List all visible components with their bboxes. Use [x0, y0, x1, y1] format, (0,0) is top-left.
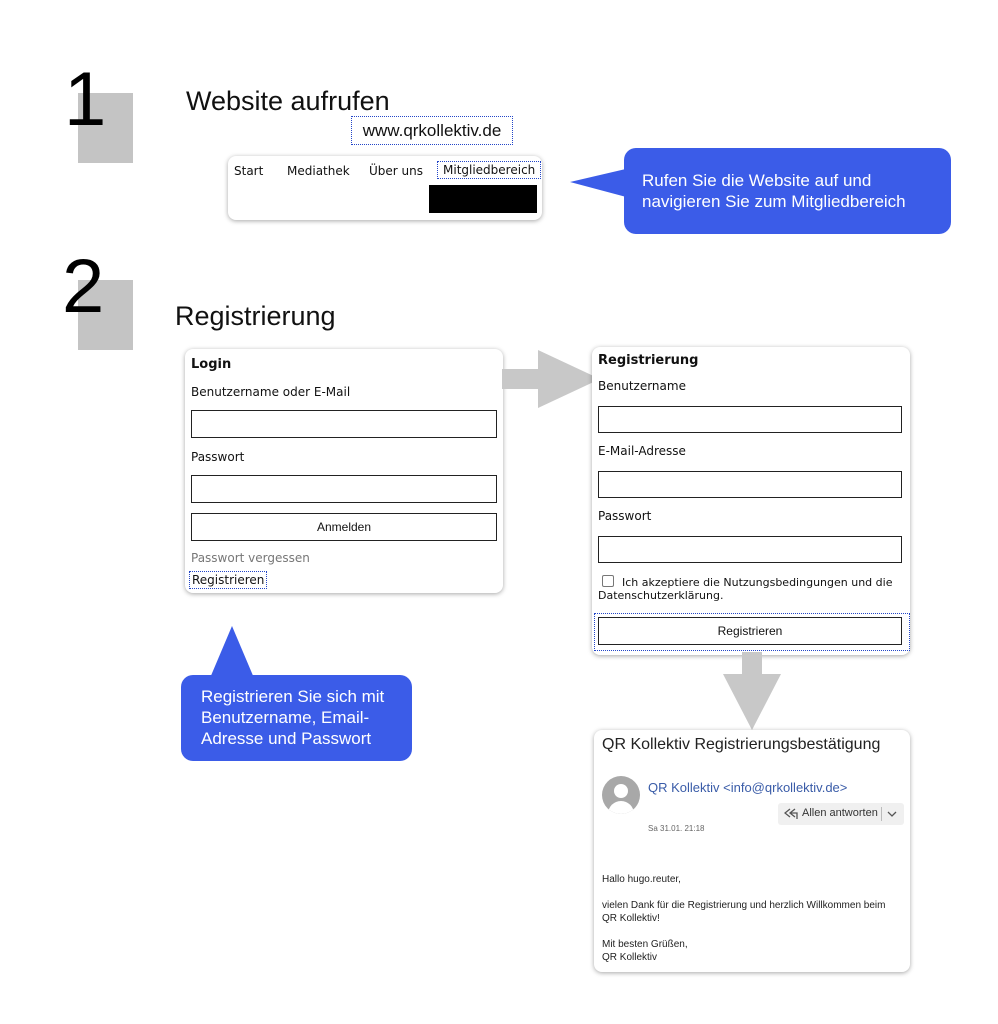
nav-start[interactable]: Start	[234, 164, 264, 178]
email-date: Sa 31.01. 21:18	[648, 824, 705, 833]
avatar-head-icon	[614, 784, 628, 798]
login-card	[185, 349, 503, 593]
email-sender[interactable]: QR Kollektiv <info@qrkollektiv.de>	[648, 780, 848, 795]
email-closing2: QR Kollektiv	[602, 952, 658, 963]
reply-all-label: Allen antworten	[802, 807, 878, 819]
sender-avatar	[602, 776, 640, 814]
website-nav-card	[228, 156, 542, 220]
url-text: www.qrkollektiv.de	[362, 121, 502, 140]
avatar-body-icon	[608, 801, 634, 814]
email-card	[594, 730, 910, 972]
step2-title: Registrierung	[175, 301, 336, 331]
register-user-label: Benutzername	[598, 379, 686, 393]
email-body-line2: QR Kollektiv!	[602, 913, 660, 924]
step2-number: 2	[62, 244, 105, 329]
register-user-input[interactable]	[598, 406, 902, 433]
reply-all-icon	[784, 808, 798, 820]
bubble2-pointer	[210, 626, 254, 678]
register-password-label: Passwort	[598, 509, 652, 523]
arrow-right	[502, 350, 600, 408]
url-box[interactable]	[351, 116, 513, 145]
bubble1-line1: Rufen Sie die Website auf und	[642, 171, 872, 190]
submenu-block	[429, 185, 537, 213]
reply-divider	[881, 807, 882, 821]
email-closing1: Mit besten Grüßen,	[602, 939, 688, 950]
register-email-input[interactable]	[598, 471, 902, 498]
email-greeting: Hallo hugo.reuter,	[602, 874, 681, 885]
forgot-password-link[interactable]: Passwort vergessen	[191, 551, 310, 565]
bubble-step1	[624, 148, 951, 234]
nav-ueber-uns[interactable]: Über uns	[369, 164, 423, 178]
email-subject: QR Kollektiv Registrierungsbestätigung	[602, 736, 881, 753]
login-user-label: Benutzername oder E-Mail	[191, 385, 351, 399]
bubble-step2	[181, 675, 412, 761]
terms-checkbox[interactable]	[602, 575, 614, 587]
bubble2-line2: Benutzername, Email-	[201, 708, 370, 727]
register-password-input[interactable]	[598, 536, 902, 563]
terms-line1: Ich akzeptiere die Nutzungsbedingungen und die	[622, 576, 893, 589]
bubble1-pointer	[570, 168, 630, 198]
nav-mediathek[interactable]: Mediathek	[287, 164, 350, 178]
bubble2-line1: Registrieren Sie sich mit	[201, 687, 385, 706]
email-body-line1: vielen Dank für die Registrierung und herzlich Willkommen beim	[602, 900, 886, 911]
bubble2-line3: Adresse und Passwort	[201, 729, 372, 748]
register-link[interactable]: Registrieren	[189, 571, 267, 589]
login-password-label: Passwort	[191, 450, 245, 464]
arrow-down	[723, 652, 781, 730]
login-submit-button[interactable]: Anmelden	[191, 513, 497, 541]
login-password-input[interactable]	[191, 475, 497, 503]
step1-number: 1	[64, 57, 107, 142]
login-user-input[interactable]	[191, 410, 497, 438]
login-heading: Login	[191, 357, 232, 372]
step1-title: Website aufrufen	[186, 86, 390, 116]
bubble1-line2: navigieren Sie zum Mitgliedbereich	[642, 192, 906, 211]
terms-line2: Datenschutzerklärung.	[598, 589, 724, 602]
reply-all-button[interactable]	[778, 803, 904, 825]
registration-card	[592, 347, 910, 655]
register-email-label: E-Mail-Adresse	[598, 444, 686, 458]
nav-mitgliedbereich[interactable]: Mitgliedbereich	[437, 161, 541, 179]
register-heading: Registrierung	[598, 353, 699, 368]
register-submit-button[interactable]: Registrieren	[598, 617, 902, 645]
chevron-down-icon[interactable]	[887, 811, 897, 819]
